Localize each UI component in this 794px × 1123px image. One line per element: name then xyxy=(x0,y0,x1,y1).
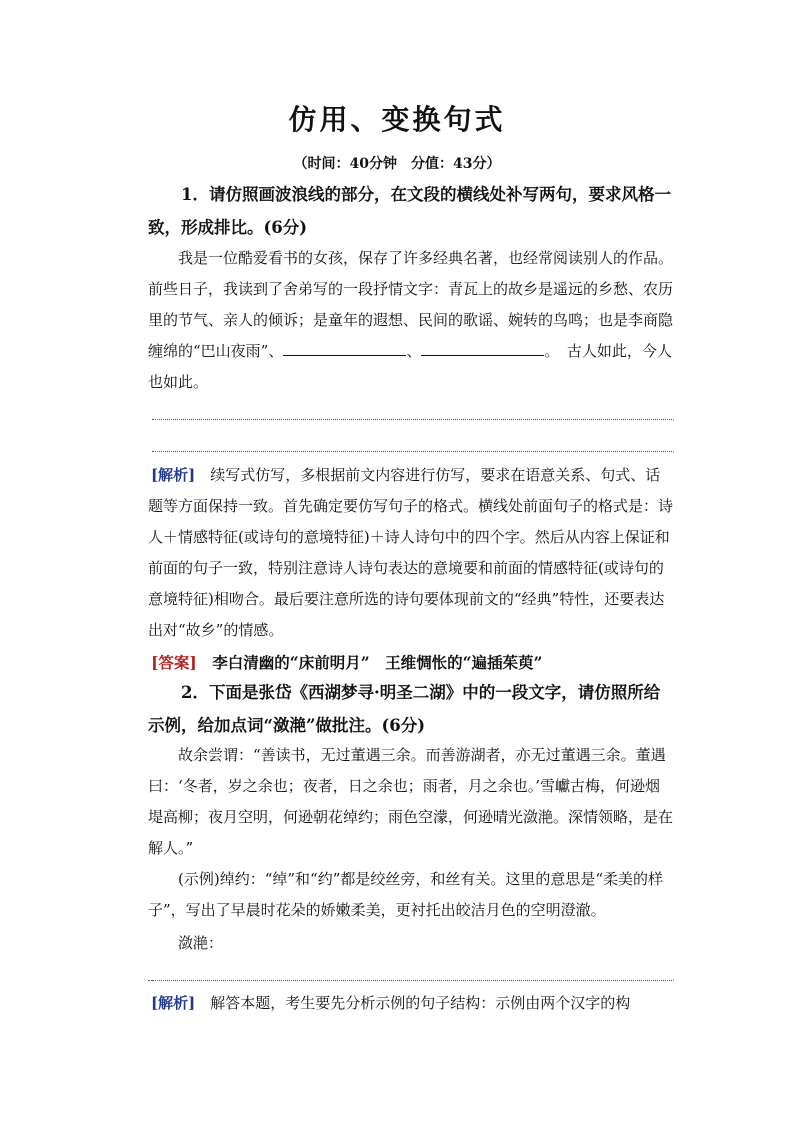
question-2-example xyxy=(148,864,675,926)
analysis-text: 解答本题，考生要先分析示例的句子结构：示例由两个汉字的构 xyxy=(210,994,631,1012)
analysis-tag: [解析] xyxy=(151,994,196,1012)
analysis-tag: [解析] xyxy=(151,466,196,484)
passage-separator: 、 xyxy=(406,342,422,360)
question-1-passage xyxy=(148,243,675,398)
answer-line-3[interactable] xyxy=(152,980,674,981)
question-2-text: 2．下面是张岱《西湖梦寻·明圣二湖》中的一段文字，请仿照所给示例，给加点词“潋滟”做批注。(6分) xyxy=(148,683,661,735)
question-2-analysis xyxy=(148,988,675,1019)
answer-blank-1[interactable] xyxy=(283,341,406,356)
question-1-text: 1．请仿照画波浪线的部分，在文段的横线处补写两句，要求风格一致，形成排比。(6分) xyxy=(148,185,671,237)
question-1-answer xyxy=(148,646,675,679)
answer-blank-2[interactable] xyxy=(421,341,544,356)
passage-ending: 。 古人如此，今人也如此。 xyxy=(148,342,672,391)
passage-text: 我是一位酷爱看书的女孩，保存了许多经典名著，也经常阅读别人的作品。前些日子，我读到了舍弟写的一段抒情文字：青瓦上的故乡是遥远的乡愁、农历里的节气、亲人的倾诉；是童年的遐想、民间的歌谣、婉转的鸟鸣；也是李商隐缠绵的“巴山夜雨”、 xyxy=(148,249,674,360)
exam-meta: （时间：40分钟 分值：43分） xyxy=(293,156,501,172)
answer-line-1[interactable] xyxy=(152,419,674,420)
example-text: (示例)绰约：“绰”和“约”都是绞丝旁，和丝有关。这里的意思是“柔美的样子”，写出了早晨时花朵的娇嫩柔美，更衬托出皎洁月色的空明澄澈。 xyxy=(148,870,664,919)
analysis-text: 续写式仿写，多根据前文内容进行仿写，要求在语意关系、句式、话题等方面保持一致。首先确定要仿写句子的格式。横线处前面句子的格式是：诗人＋情感特征(或诗句的意境特征)＋诗人诗句中的四个字。然后从内容上保证和前面的句子一致，特别注意诗人诗句表达的意境要和前面的情感特征(或诗句的意境特征)相吻合。最后要注意所选的诗句要体现前文的“经典”特性，还要表达出对“故乡”的情感。 xyxy=(148,466,674,639)
passage-text: 故余尝谓：“善读书，无过董遇三余。而善游湖者，亦无过董遇三余。董遇曰：‘冬者，岁之余也；夜者，日之余也；雨者，月之余也。’雪巘古梅，何逊烟堤高柳；夜月空明，何逊朝花绰约；雨色空濛，何逊晴光潋滟。深情领略，是在解人。” xyxy=(148,746,674,857)
fill-label: 潋滟： xyxy=(178,934,224,952)
question-2-passage xyxy=(148,740,675,864)
answer-tag: [答案] xyxy=(151,653,197,672)
answer-line-2[interactable] xyxy=(152,451,674,452)
question-1-analysis xyxy=(148,460,675,646)
question-2-prompt xyxy=(148,676,675,742)
question-1-prompt xyxy=(148,178,675,244)
fill-line[interactable] xyxy=(148,966,628,981)
question-2-fill xyxy=(148,927,675,993)
page-title: 仿用、变换句式 xyxy=(288,103,506,136)
answer-text: 李白清幽的“床前明月” 王维惆怅的“遍插茱萸” xyxy=(212,653,543,672)
